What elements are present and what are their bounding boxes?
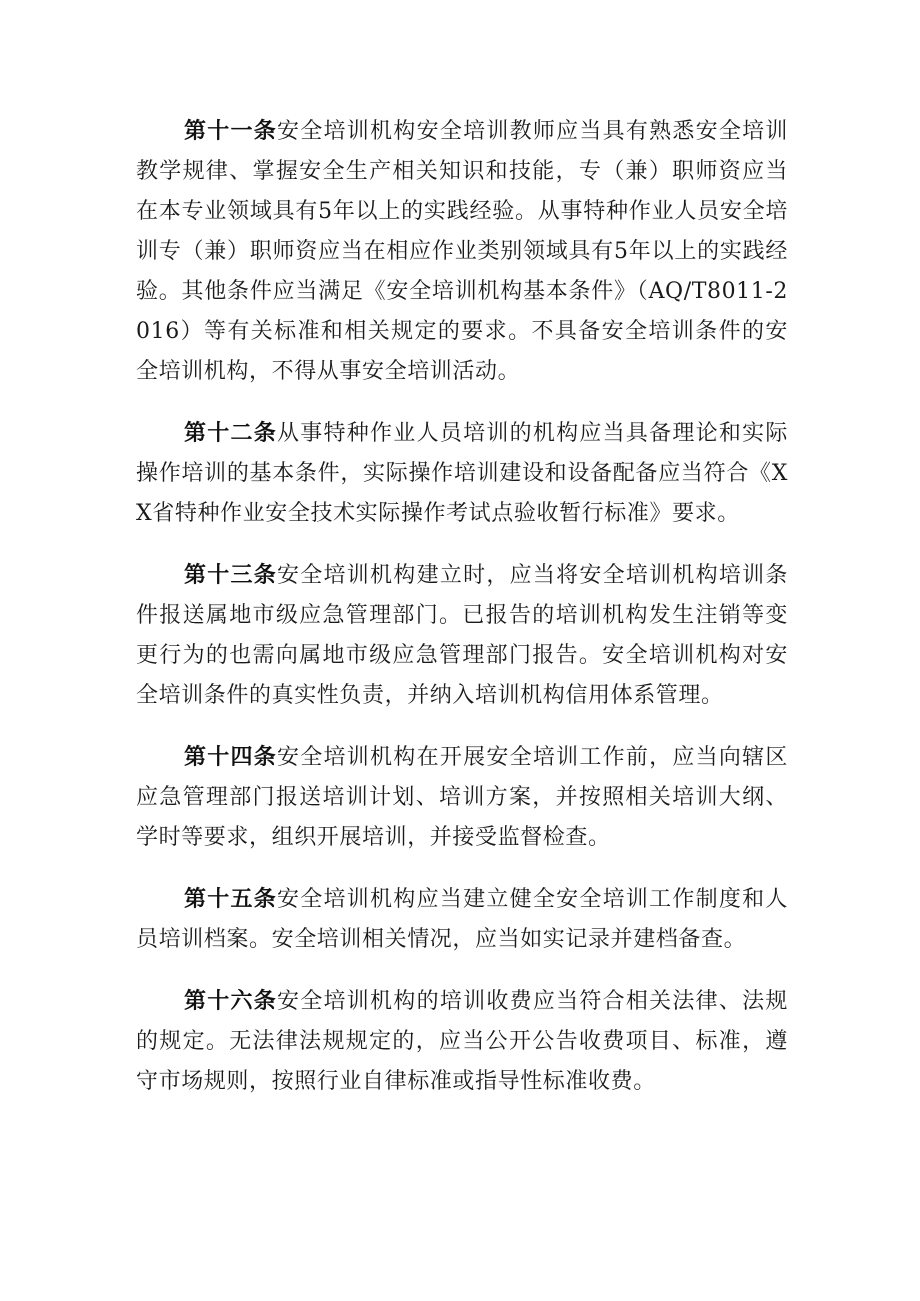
article-text: 安全培训机构的培训收费应当符合相关法律、法规的规定。无法律法规规定的，应当公开公告收费项目、标准，遵守市场规则，按照行业自律标准或指导性标准收费。 bbox=[136, 989, 789, 1094]
article-number: 第十二条 bbox=[184, 421, 278, 446]
article-number: 第十六条 bbox=[184, 989, 278, 1014]
document-body bbox=[136, 112, 788, 1124]
article-text: 安全培训机构建立时，应当将安全培训机构培训条件报送属地市级应急管理部门。已报告的培训机构发生注销等变更行为的也需向属地市级应急管理部门报告。安全培训机构对安全培训条件的真实性负责，并纳入培训机构信用体系管理。 bbox=[136, 563, 789, 708]
article-text: 安全培训机构在开展安全培训工作前，应当向辖区应急管理部门报送培训计划、培训方案，并按照相关培训大纲、学时等要求，组织开展培训，并接受监督检查。 bbox=[136, 745, 789, 850]
article-number: 第十三条 bbox=[184, 563, 278, 588]
article-13 bbox=[136, 556, 788, 716]
article-text: 安全培训机构安全培训教师应当具有熟悉安全培训教学规律、掌握安全生产相关知识和技能，专（兼）职师资应当在本专业领域具有5年以上的实践经验。从事特种作业人员安全培训专（兼）职师资应当在相应作业类别领域具有5年以上的实践经验。其他条件应当满足《安全培训机构基本条件》（AQ/T8011-2016）等有关标准和相关规定的要求。不具备安全培训条件的安全培训机构，不得从事安全培训活动。 bbox=[136, 119, 789, 384]
article-12 bbox=[136, 414, 788, 534]
article-number: 第十一条 bbox=[184, 119, 278, 144]
article-11 bbox=[136, 112, 788, 392]
article-number: 第十五条 bbox=[184, 887, 278, 912]
article-text: 从事特种作业人员培训的机构应当具备理论和实际操作培训的基本条件，实际操作培训建设和设备配备应当符合《XX省特种作业安全技术实际操作考试点验收暂行标准》要求。 bbox=[136, 421, 789, 526]
article-16 bbox=[136, 982, 788, 1102]
article-number: 第十四条 bbox=[184, 745, 278, 770]
article-15 bbox=[136, 880, 788, 960]
article-14 bbox=[136, 738, 788, 858]
article-text: 安全培训机构应当建立健全安全培训工作制度和人员培训档案。安全培训相关情况，应当如实记录并建档备查。 bbox=[136, 887, 789, 952]
